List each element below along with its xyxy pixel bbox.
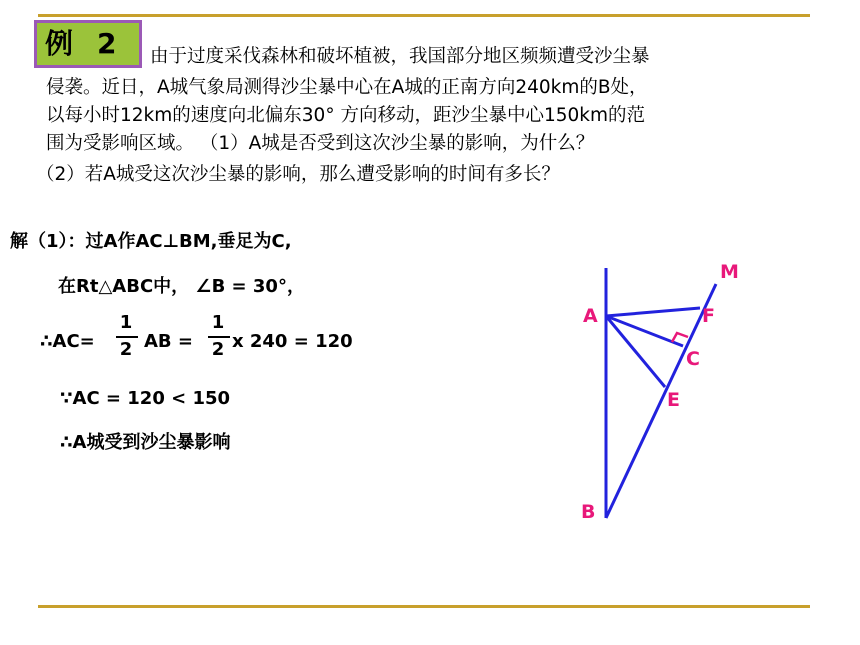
label-M: M	[720, 261, 739, 283]
segment-AF	[606, 308, 700, 316]
problem-line-2: 侵袭。近日，A城气象局测得沙尘暴中心在A城的正南方向240km的B处，	[46, 77, 648, 98]
label-B: B	[581, 501, 596, 523]
solution-step-3-suffix: x 240 = 120	[232, 331, 353, 352]
label-A: A	[583, 305, 598, 327]
label-E: E	[667, 389, 680, 411]
example-word: 例	[45, 27, 76, 60]
problem-line-5: （2）若A城受这次沙尘暴的影响，那么遭受影响的时间有多长？	[36, 164, 560, 185]
solution-step-2: 在Rt△ABC中， ∠B = 30°，	[58, 276, 305, 297]
fraction-1-numerator: 1	[119, 312, 133, 333]
right-angle-mark	[672, 333, 688, 342]
solution-step-3-prefix: ∴AC=	[40, 331, 95, 352]
fraction-2-denominator: 2	[211, 339, 225, 360]
label-C: C	[686, 348, 700, 370]
problem-line-3: 以每小时12km的速度向北偏东30° 方向移动，距沙尘暴中心150km的范	[46, 105, 645, 126]
solution-step-3-mid: AB =	[144, 331, 193, 352]
solution-step-1: 解（1）：过A作AC⊥BM,垂足为C,	[10, 231, 292, 252]
solution-step-5: ∴A城受到沙尘暴影响	[60, 432, 231, 453]
example-number: 2	[97, 27, 119, 60]
bottom-rule	[38, 605, 810, 608]
solution-step-4: ∵AC = 120 < 150	[60, 388, 231, 409]
fraction-1-denominator: 2	[119, 339, 133, 360]
ray-BM	[606, 284, 716, 518]
label-F: F	[702, 305, 715, 327]
fraction-2-numerator: 1	[211, 312, 225, 333]
problem-line-1: 由于过度采伐森林和破坏植被，我国部分地区频频遭受沙尘暴	[150, 46, 650, 67]
problem-line-4: 围为受影响区域。 （1）A城是否受到这次沙尘暴的影响，为什么？	[46, 133, 595, 154]
